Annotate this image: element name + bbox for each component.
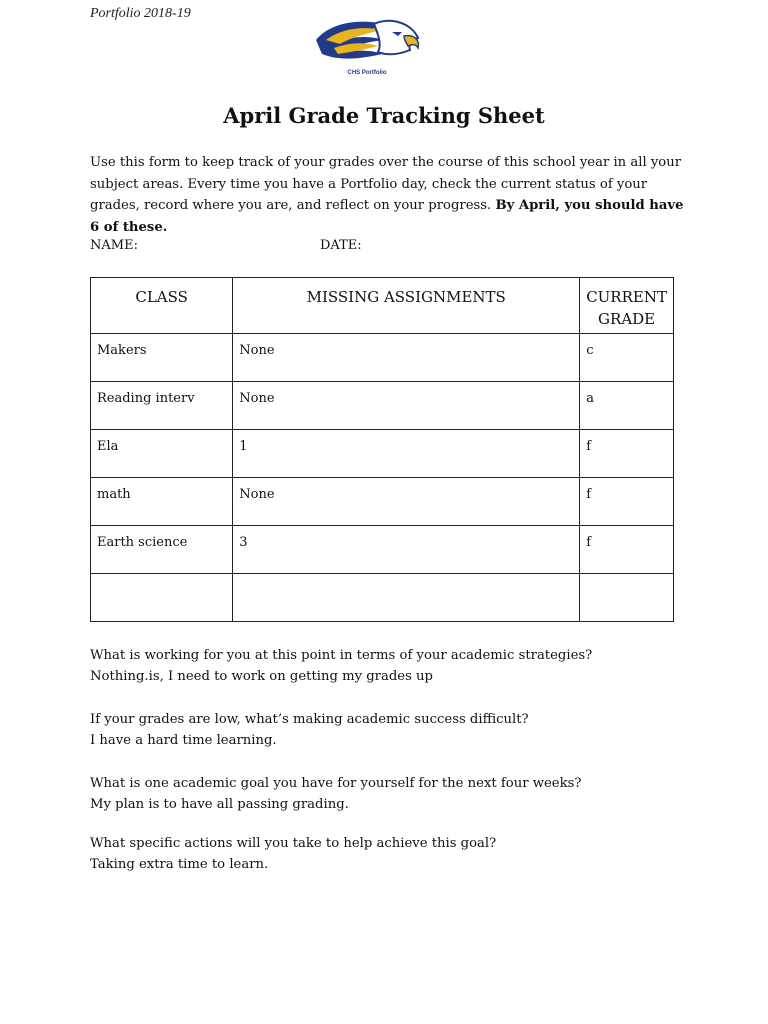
cell-grade: a (580, 382, 674, 430)
question-text: What is working for you at this point in terms of your academic strategies? (90, 648, 593, 663)
grade-table (90, 277, 674, 622)
cell-class: math (91, 478, 233, 526)
table-row (91, 382, 674, 430)
reflection-question-3 (90, 773, 710, 815)
intro-text: Use this form to keep track of your grades over the course of this school year in all your subject areas. Every time you have a Portfolio day, check the current status of your grades, record where you are, and reflect on your progress. (90, 155, 682, 213)
reflection-question-4 (90, 833, 710, 875)
table-row (91, 526, 674, 574)
header-class: CLASS (91, 278, 233, 334)
header-missing-assignments: MISSING ASSIGNMENTS (233, 278, 580, 334)
cell-missing (233, 574, 580, 622)
table-row (91, 574, 674, 622)
cell-missing: None (233, 334, 580, 382)
answer-text: My plan is to have all passing grading. (90, 797, 349, 812)
cell-missing: 1 (233, 430, 580, 478)
reflection-question-1 (90, 645, 710, 687)
cell-grade: f (580, 430, 674, 478)
cell-class (91, 574, 233, 622)
answer-text: Nothing.is, I need to work on getting my grades up (90, 669, 433, 684)
header-current-grade: CURRENT GRADE (580, 278, 674, 334)
cell-grade: c (580, 334, 674, 382)
cell-class: Makers (91, 334, 233, 382)
table-row (91, 478, 674, 526)
cell-grade: f (580, 478, 674, 526)
page-title: April Grade Tracking Sheet (223, 103, 545, 128)
reflection-question-2 (90, 709, 710, 751)
question-text: What is one academic goal you have for yourself for the next four weeks? (90, 776, 582, 791)
portfolio-year-note: Portfolio 2018-19 (90, 6, 191, 21)
cell-missing: None (233, 478, 580, 526)
date-label: DATE: (320, 238, 362, 253)
logo-caption: CHS Portfolio (347, 70, 387, 76)
cell-class: Ela (91, 430, 233, 478)
cell-missing: None (233, 382, 580, 430)
table-row (91, 430, 674, 478)
cell-missing: 3 (233, 526, 580, 574)
name-label: NAME: (90, 238, 138, 253)
answer-text: I have a hard time learning. (90, 733, 277, 748)
answer-text: Taking extra time to learn. (90, 857, 269, 872)
table-header-row (91, 278, 674, 334)
cell-grade: f (580, 526, 674, 574)
question-text: What specific actions will you take to help achieve this goal? (90, 836, 497, 851)
cell-class: Earth science (91, 526, 233, 574)
question-text: If your grades are low, what’s making academic success difficult? (90, 712, 529, 727)
intro-paragraph (90, 152, 690, 238)
cell-grade (580, 574, 674, 622)
intro-bold-text: By April, you should have 6 of these. (90, 198, 684, 235)
cell-class: Reading interv (91, 382, 233, 430)
table-row (91, 334, 674, 382)
